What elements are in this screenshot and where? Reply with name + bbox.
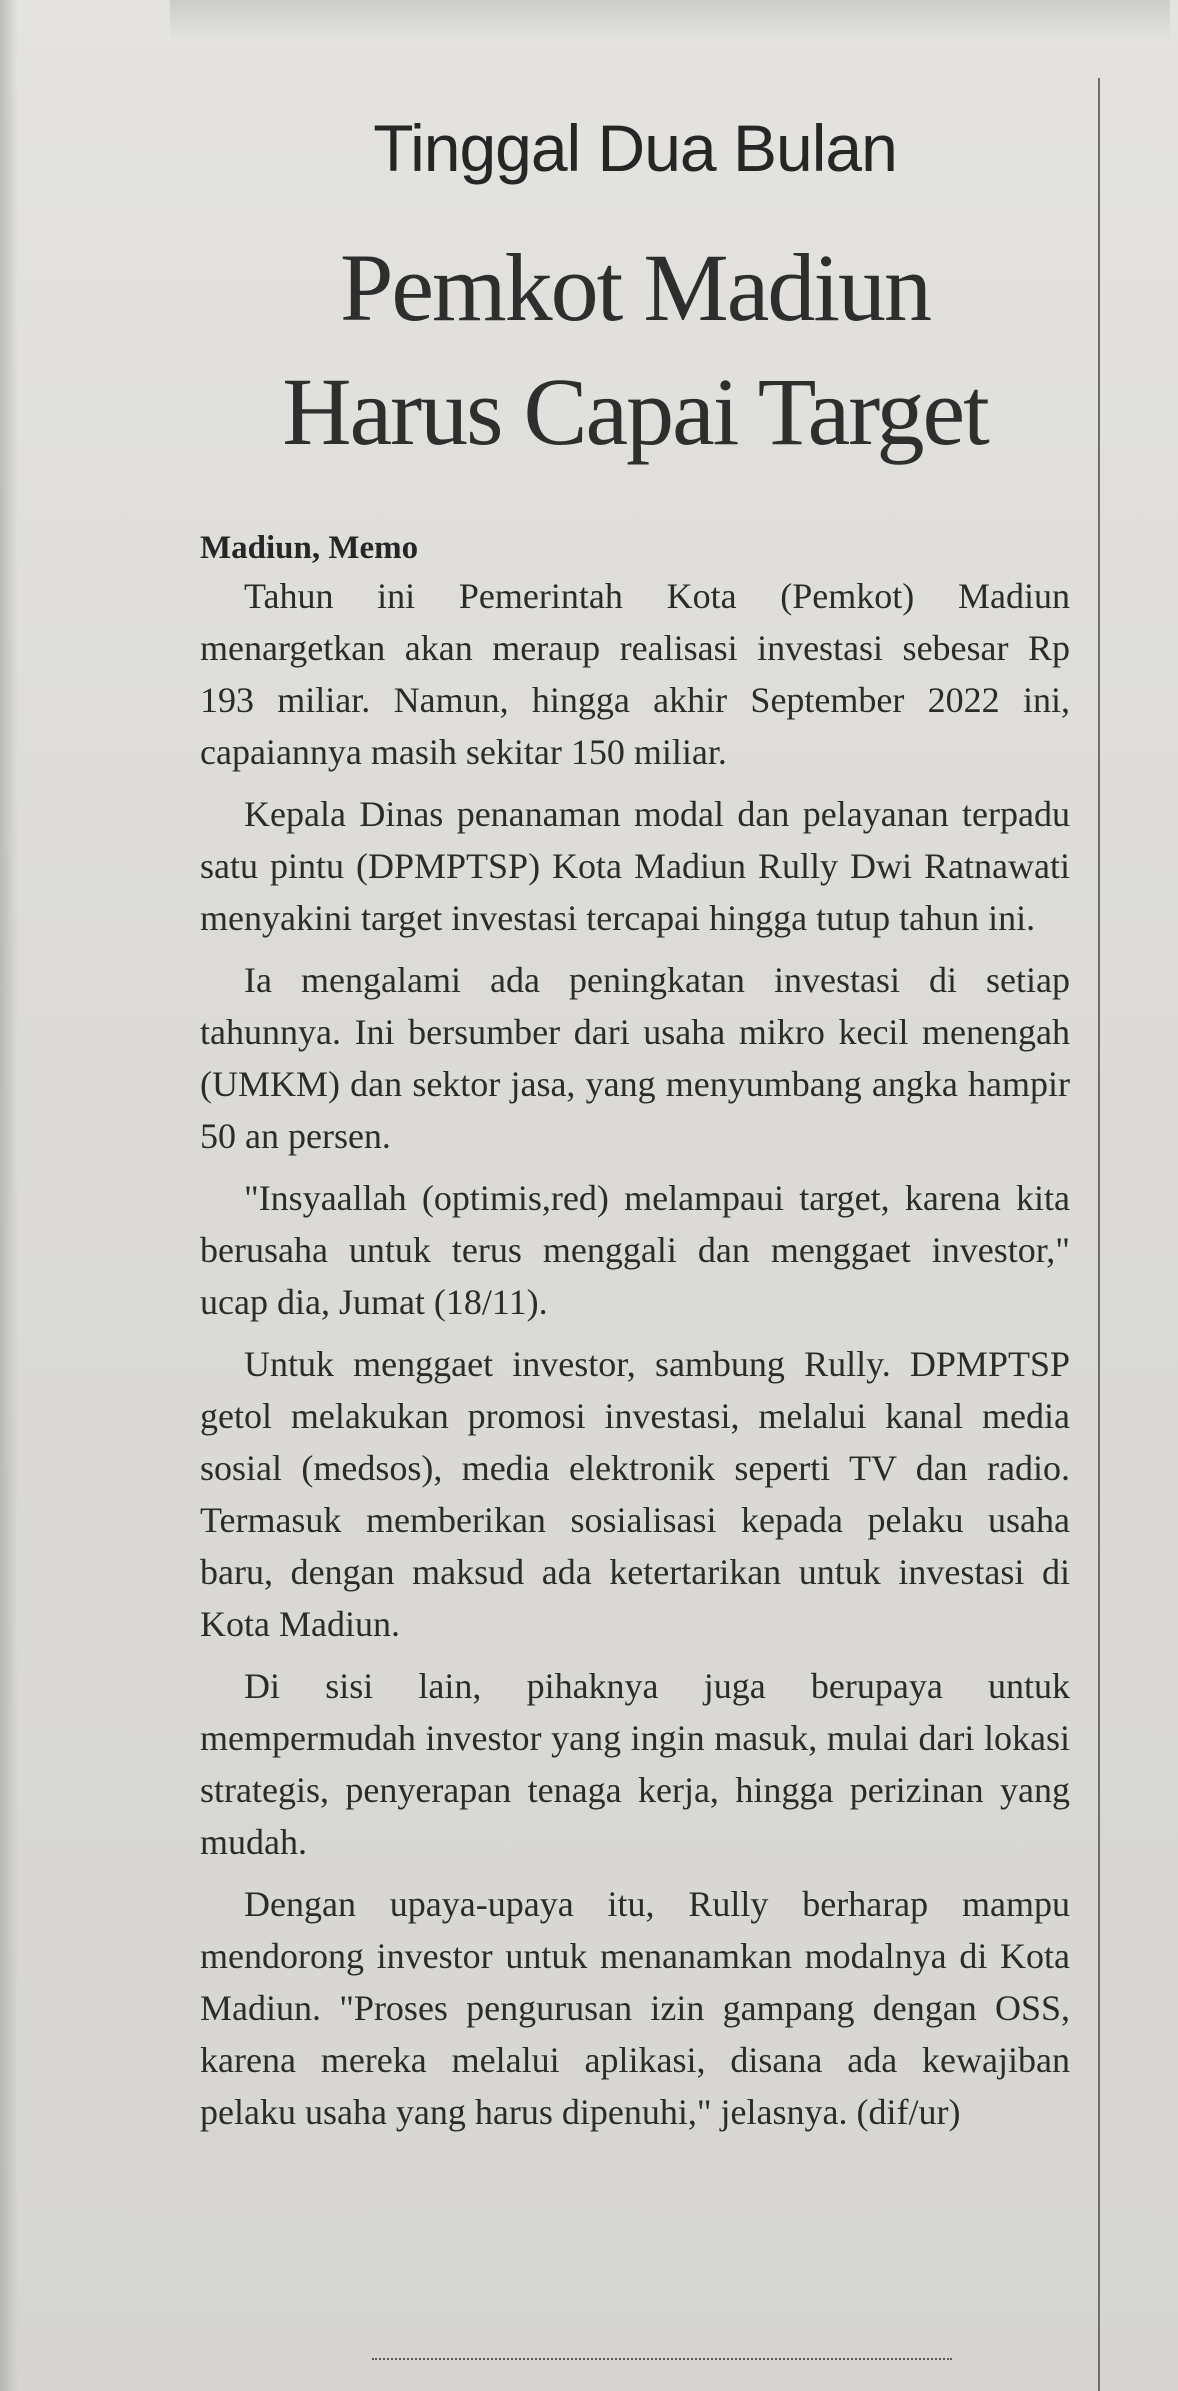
article-paragraph: Untuk menggaet investor, sambung Rully. DPMPTSP getol melakukan promosi investasi, melalui kanal media sosial (medsos), media elektronik seperti TV dan radio. Termasuk memberikan sosialisasi kepada pelaku usaha baru, dengan maksud ada ketertarikan untuk investasi di Kota Madiun. bbox=[200, 1344, 1070, 1644]
article-headline bbox=[200, 226, 1070, 474]
previous-page-bleed bbox=[170, 0, 1170, 40]
article-body bbox=[200, 570, 1070, 2138]
page-edge-shadow bbox=[0, 0, 18, 2391]
article-paragraph: Di sisi lain, pihaknya juga berupaya untuk mempermudah investor yang ingin masuk, mulai dari lokasi strategis, penyerapan tenaga kerja, hingga perizinan yang mudah. bbox=[200, 1666, 1070, 1862]
article-paragraph: Dengan upaya-upaya itu, Rully berharap mampu mendorong investor untuk menanamkan modalnya di Kota Madiun. "Proses pengurusan izin gampang dengan OSS, karena mereka melalui aplikasi, disana ada kewajiban pelaku usaha yang harus dipenuhi," jelasnya. (dif/ur) bbox=[200, 1884, 1070, 2132]
article-paragraph: Kepala Dinas penanaman modal dan pelayanan terpadu satu pintu (DPMPTSP) Kota Madiun Rully Dwi Ratnawati menyakini target investasi tercapai hingga tutup tahun ini. bbox=[200, 794, 1070, 938]
article-kicker: Tinggal Dua Bulan bbox=[373, 111, 897, 185]
article-dateline: Madiun, Memo bbox=[200, 530, 419, 566]
article-paragraph: "Insyaallah (optimis,red) melampaui target, karena kita berusaha untuk terus menggali dan menggaet investor," ucap dia, Jumat (18/11). bbox=[200, 1178, 1070, 1322]
headline-line-1: Pemkot Madiun bbox=[340, 234, 930, 341]
headline-line-2: Harus Capai Target bbox=[282, 358, 988, 465]
article-paragraph: Ia mengalami ada peningkatan investasi di setiap tahunnya. Ini bersumber dari usaha mikro kecil menengah (UMKM) dan sektor jasa, yang menyumbang angka hampir 50 an persen. bbox=[200, 960, 1070, 1156]
article bbox=[200, 110, 1070, 2148]
article-paragraph: Tahun ini Pemerintah Kota (Pemkot) Madiun menargetkan akan meraup realisasi investasi sebesar Rp 193 miliar. Namun, hingga akhir September 2022 ini, capaiannya masih sekitar 150 miliar. bbox=[200, 576, 1070, 772]
column-divider-line bbox=[1098, 78, 1100, 2391]
article-end-rule bbox=[372, 2358, 952, 2360]
